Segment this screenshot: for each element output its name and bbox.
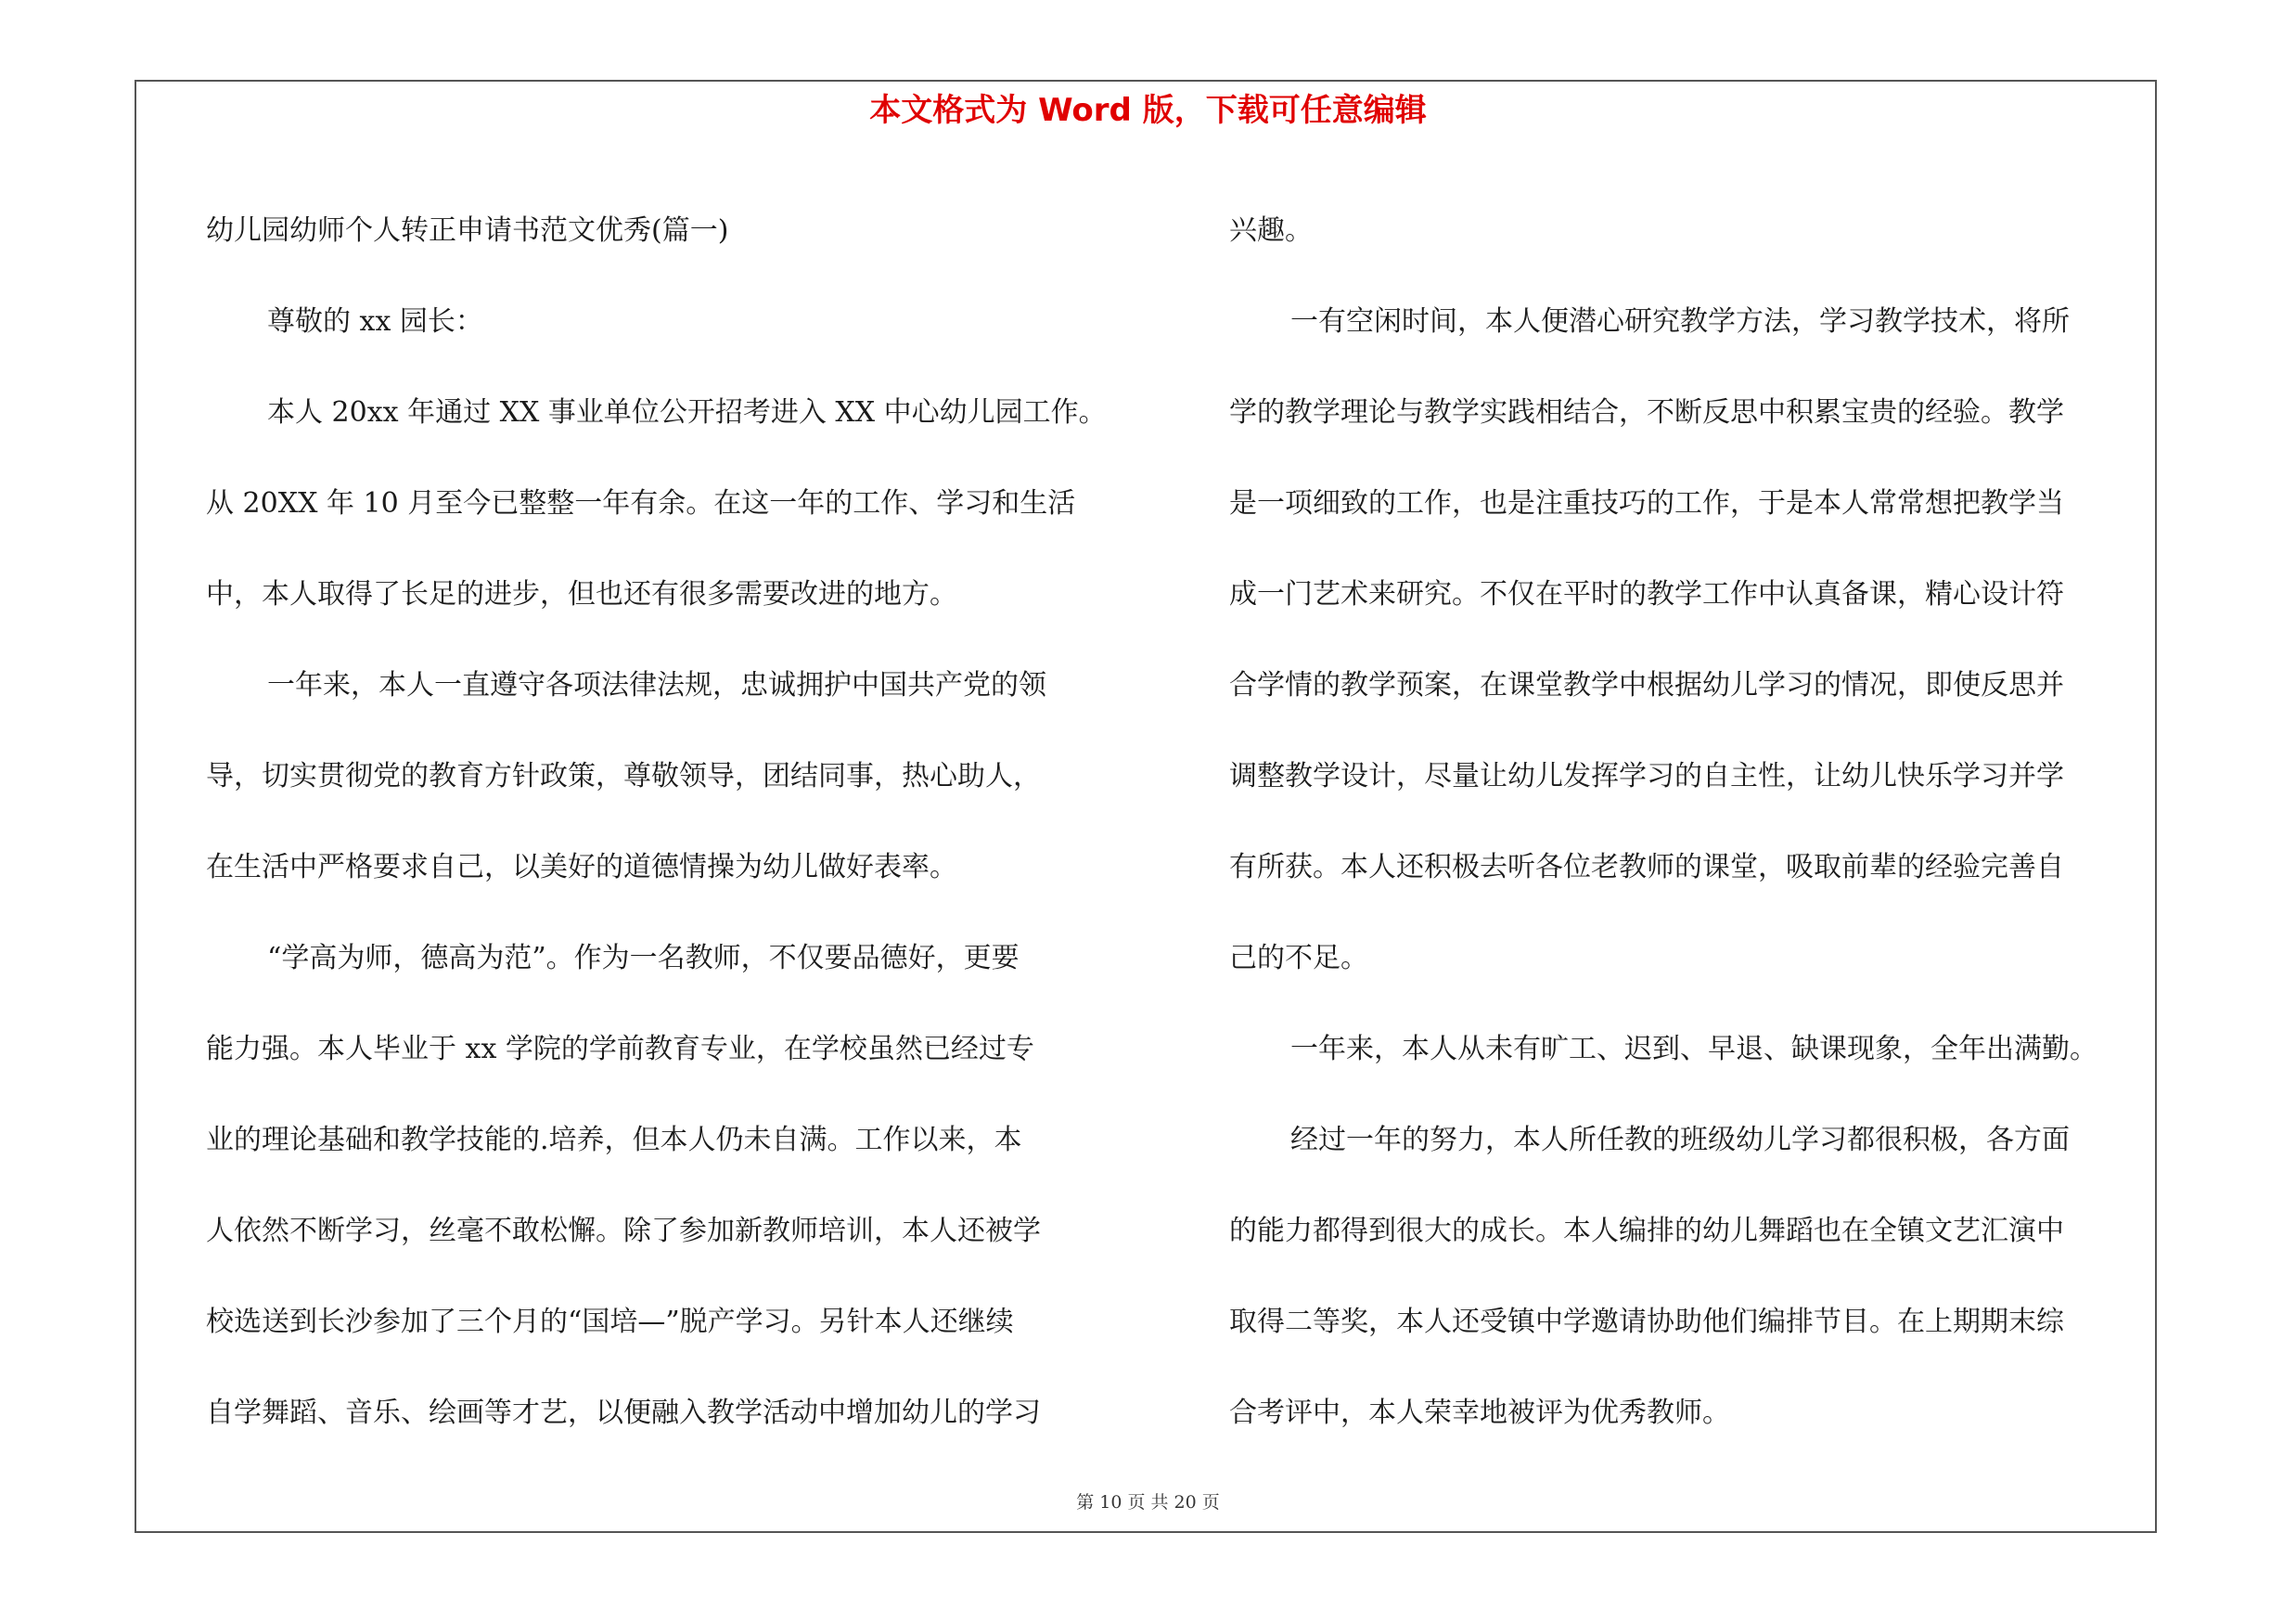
text-line: 有所获。本人还积极去听各位老教师的课堂，吸取前辈的经验完善自 [1229,851,2064,883]
text-line: 合学情的教学预案，在课堂教学中根据幼儿学习的情况，即使反思并 [1229,669,2064,702]
text-line: 一有空闲时间，本人便潜心研究教学方法，学习教学技术，将所 [1290,305,2070,338]
text-line: 在生活中严格要求自己，以美好的道德情操为幼儿做好表率。 [206,851,957,883]
text-line: 是一项细致的工作，也是注重技巧的工作，于是本人常常想把教学当 [1229,487,2064,520]
left-column [206,186,1124,1459]
text-line: “学高为师，德高为范”。作为一名教师，不仅要品德好，更要 [267,942,1020,974]
text-line: 自学舞蹈、音乐、绘画等才艺，以便融入教学活动中增加幼儿的学习 [206,1397,1041,1429]
text-line: 幼儿园幼师个人转正申请书范文优秀(篇一) [206,214,729,247]
text-line: 经过一年的努力，本人所任教的班级幼儿学习都很积极，各方面 [1290,1124,2070,1156]
text-line: 调整教学设计，尽量让幼儿发挥学习的自主性，让幼儿快乐学习并学 [1229,760,2064,792]
text-line: 成一门艺术来研究。不仅在平时的教学工作中认真备课，精心设计符 [1229,578,2064,611]
page-number: 第 10 页 共 20 页 [1076,1492,1220,1513]
text-line: 导，切实贯彻党的教育方针政策，尊敬领导，团结同事，热心助人， [206,760,1041,792]
text-line: 一年来，本人一直遵守各项法律法规，忠诚拥护中国共产党的领 [267,669,1046,702]
text-line: 校选送到长沙参加了三个月的“国培—”脱产学习。另针本人还继续 [206,1306,1014,1338]
text-line: 从 20XX 年 10 月至今已整整一年有余。在这一年的工作、学习和生活 [206,487,1076,520]
text-line: 兴趣。 [1229,214,1313,247]
text-line: 己的不足。 [1229,942,1368,974]
text-line: 业的理论基础和教学技能的.培养，但本人仍未自满。工作以来，本 [206,1124,1022,1156]
text-line: 尊敬的 xx 园长： [267,305,483,338]
text-line: 本人 20xx 年通过 XX 事业单位公开招考进入 XX 中心幼儿园工作。 [267,396,1107,429]
text-line: 学的教学理论与教学实践相结合，不断反思中积累宝贵的经验。教学 [1229,396,2064,429]
text-line: 人依然不断学习，丝毫不敢松懈。除了参加新教师培训，本人还被学 [206,1215,1041,1247]
text-line: 能力强。本人毕业于 xx 学院的学前教育专业，在学校虽然已经过专 [206,1033,1034,1065]
right-column [1229,186,2149,1459]
text-line: 的能力都得到很大的成长。本人编排的幼儿舞蹈也在全镇文艺汇演中 [1229,1215,2064,1247]
text-line: 一年来，本人从未有旷工、迟到、早退、缺课现象，全年出满勤。 [1290,1033,2097,1065]
text-line: 合考评中，本人荣幸地被评为优秀教师。 [1229,1397,1730,1429]
text-line: 中，本人取得了长足的进步，但也还有很多需要改进的地方。 [206,578,957,611]
text-line: 取得二等奖，本人还受镇中学邀请协助他们编排节目。在上期期末综 [1229,1306,2064,1338]
format-banner: 本文格式为 Word 版，下载可任意编辑 [869,92,1427,129]
